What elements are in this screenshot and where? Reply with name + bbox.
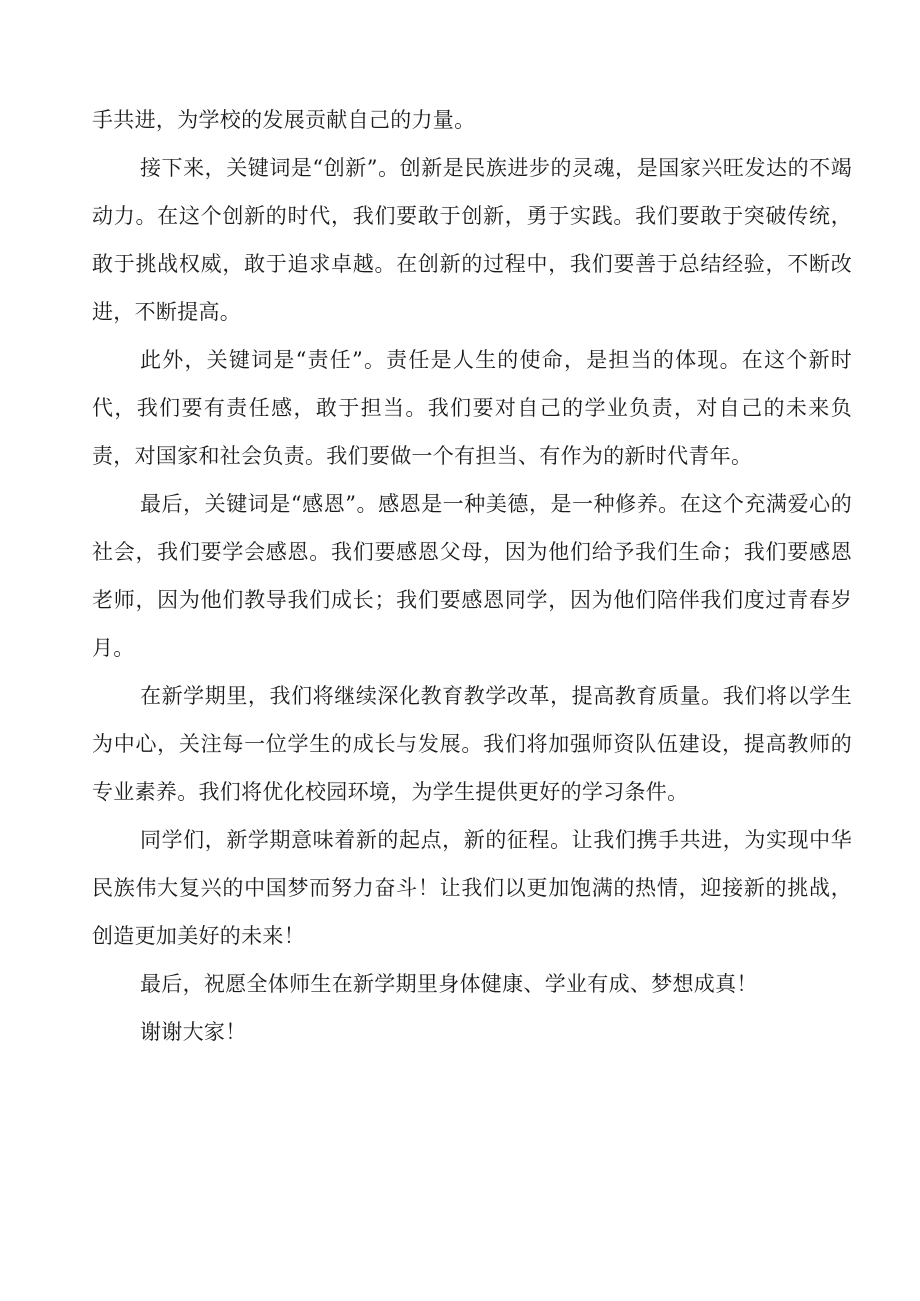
paragraph-continuation: 手共进，为学校的发展贡献自己的力量。 xyxy=(92,108,476,132)
paragraph-thanks: 谢谢大家！ xyxy=(140,1020,247,1044)
paragraph-gratitude: 最后，关键词是“感恩”。感恩是一种美德，是一种修养。在这个充满爱心的社会，我们要学会感恩。我们要感恩父母，因为他们给予我们生命；我们要感恩老师，因为他们教导我们成长；我们要感恩同学，因为他们陪伴我们度过青春岁月。 xyxy=(92,492,852,660)
paragraph-new-semester: 在新学期里，我们将继续深化教育教学改革，提高教育质量。我们将以学生为中心，关注每一位学生的成长与发展。我们将加强师资队伍建设，提高教师的专业素养。我们将优化校园环境，为学生提供更好的学习条件。 xyxy=(92,684,852,804)
paragraph-wishes: 最后，祝愿全体师生在新学期里身体健康、学业有成、梦想成真！ xyxy=(140,972,758,996)
paragraph-innovation: 接下来，关键词是“创新”。创新是民族进步的灵魂，是国家兴旺发达的不竭动力。在这个创新的时代，我们要敢于创新，勇于实践。我们要敢于突破传统，敢于挑战权威，敢于追求卓越。在创新的过程中，我们要善于总结经验，不断改进，不断提高。 xyxy=(92,156,852,324)
paragraph-call-to-action: 同学们，新学期意味着新的起点，新的征程。让我们携手共进，为实现中华民族伟大复兴的中国梦而努力奋斗！让我们以更加饱满的热情，迎接新的挑战，创造更加美好的未来！ xyxy=(92,828,852,948)
paragraph-responsibility: 此外，关键词是“责任”。责任是人生的使命，是担当的体现。在这个新时代，我们要有责任感，敢于担当。我们要对自己的学业负责，对自己的未来负责，对国家和社会负责。我们要做一个有担当、有作为的新时代青年。 xyxy=(92,348,852,468)
document-body xyxy=(92,96,852,1056)
